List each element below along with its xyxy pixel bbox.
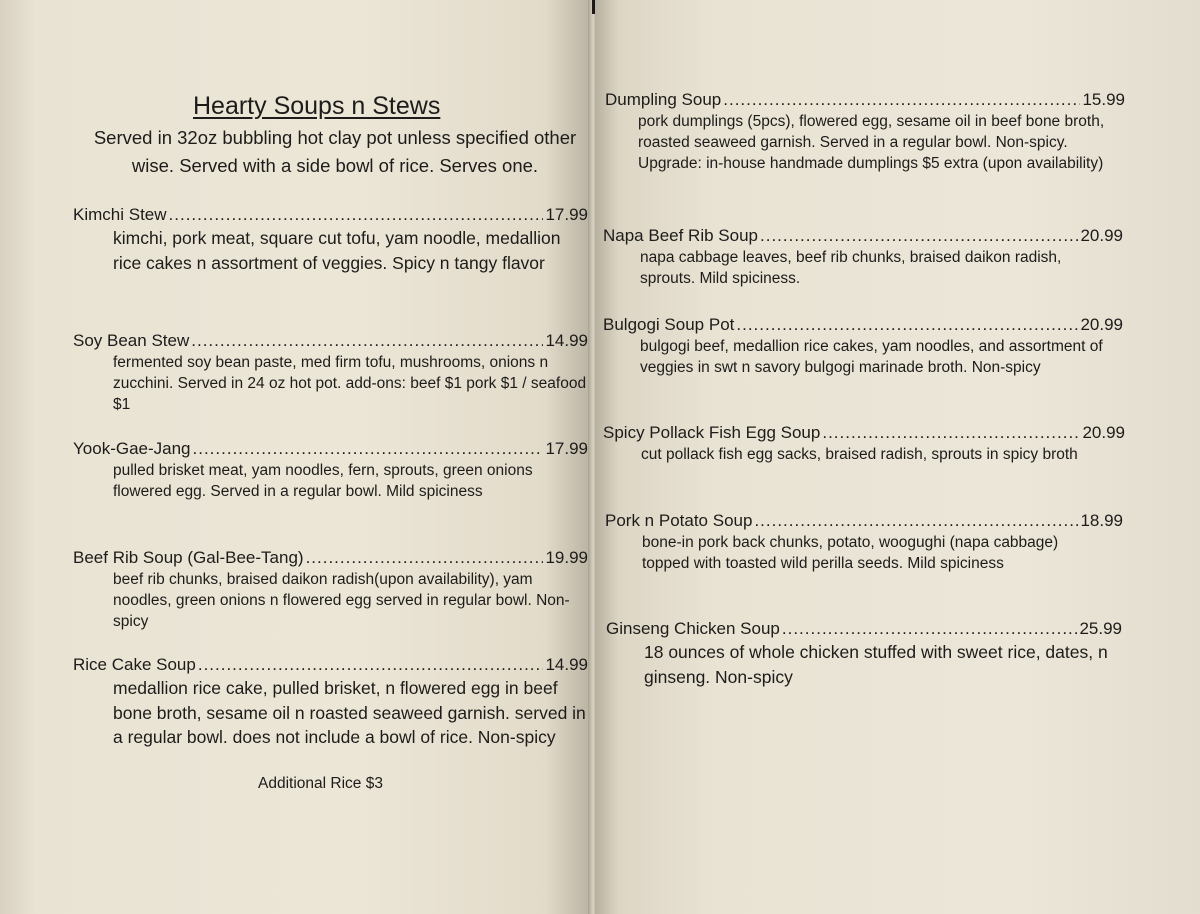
item-price: 14.99 — [545, 655, 588, 674]
right-page — [595, 0, 1200, 914]
menu-item-spicy-pollack-fish-egg-soup — [603, 422, 1125, 465]
item-name: Ginseng Chicken Soup — [606, 619, 780, 638]
item-name: Dumpling Soup — [605, 90, 722, 109]
additional-rice-note: Additional Rice $3 — [258, 775, 383, 792]
menu-item-kimchi-stew — [73, 204, 588, 275]
item-description: bulgogi beef, medallion rice cakes, yam noodles, and assortment of veggies in swt n savory bulgogi marinade broth. Non-spicy — [640, 338, 1103, 376]
menu-item-soy-bean-stew — [73, 330, 588, 415]
item-description: kimchi, pork meat, square cut tofu, yam noodle, medallion rice cakes n assortment of veggies. Spicy n tangy flavor — [113, 228, 561, 273]
item-name: Beef Rib Soup (Gal-Bee-Tang) — [73, 548, 304, 567]
item-name: Kimchi Stew — [73, 205, 167, 224]
dot-leader — [760, 225, 1078, 247]
item-price: 20.99 — [1082, 423, 1125, 442]
item-description: beef rib chunks, braised daikon radish(upon availability), yam noodles, green onions n flowered egg served in regular bowl. Non-spicy — [113, 571, 570, 630]
dot-leader — [191, 330, 543, 352]
item-name: Pork n Potato Soup — [605, 511, 753, 530]
item-price: 20.99 — [1080, 315, 1123, 334]
item-name: Bulgogi Soup Pot — [603, 315, 735, 334]
menu-item-bulgogi-soup-pot — [603, 314, 1123, 378]
item-price: 17.99 — [545, 439, 588, 458]
item-price: 19.99 — [545, 548, 588, 567]
item-description: cut pollack fish egg sacks, braised radish, sprouts in spicy broth — [641, 446, 1078, 463]
item-name: Napa Beef Rib Soup — [603, 226, 758, 245]
dot-leader — [306, 547, 544, 569]
menu-item-ginseng-chicken-soup — [606, 618, 1122, 689]
item-name: Yook-Gae-Jang — [73, 439, 191, 458]
menu-item-beef-rib-soup — [73, 547, 588, 632]
item-price: 15.99 — [1082, 90, 1125, 109]
dot-leader — [754, 510, 1078, 532]
menu-item-napa-beef-rib-soup — [603, 225, 1123, 289]
left-page — [0, 0, 592, 914]
menu-item-yook-gae-jang — [73, 438, 588, 502]
dot-leader — [193, 438, 544, 460]
item-price: 25.99 — [1079, 619, 1122, 638]
section-title: Hearty Soups n Stews — [193, 92, 441, 120]
item-price: 17.99 — [545, 205, 588, 224]
item-description: pork dumplings (5pcs), flowered egg, sesame oil in beef bone broth, roasted seaweed garnish. Served in a regular bowl. Non-spicy. Upgrade: in-house handmade dumplings $5 extra (upon availability) — [638, 113, 1105, 172]
dot-leader — [169, 204, 544, 226]
dot-leader — [198, 654, 544, 676]
section-intro: Served in 32oz bubbling hot clay pot unless specified other wise. Served with a side bowl of rice. Serves one. — [93, 127, 577, 176]
item-description: medallion rice cake, pulled brisket, n flowered egg in beef bone broth, sesame oil n roasted seaweed garnish. served in a regular bowl. does not include a bowl of rice. Non-spicy — [113, 678, 586, 747]
item-description: pulled brisket meat, yam noodles, fern, sprouts, green onions flowered egg. Served in a regular bowl. Mild spiciness — [113, 462, 533, 500]
menu-item-rice-cake-soup — [73, 654, 588, 750]
menu-item-dumpling-soup — [605, 89, 1125, 174]
item-name: Soy Bean Stew — [73, 331, 190, 350]
dot-leader — [736, 314, 1078, 336]
item-name: Spicy Pollack Fish Egg Soup — [603, 423, 821, 442]
menu-item-pork-n-potato-soup — [605, 510, 1123, 574]
dot-leader — [782, 618, 1078, 640]
item-description: 18 ounces of whole chicken stuffed with sweet rice, dates, n ginseng. Non-spicy — [644, 642, 1108, 687]
item-description: bone-in pork back chunks, potato, woogughi (napa cabbage) topped with toasted wild perilla seeds. Mild spiciness — [642, 534, 1059, 572]
item-description: napa cabbage leaves, beef rib chunks, braised daikon radish, sprouts. Mild spiciness. — [640, 249, 1062, 287]
item-name: Rice Cake Soup — [73, 655, 196, 674]
item-price: 20.99 — [1080, 226, 1123, 245]
item-price: 18.99 — [1080, 511, 1123, 530]
dot-leader — [723, 89, 1080, 111]
item-description: fermented soy bean paste, med firm tofu, mushrooms, onions n zucchini. Served in 24 oz hot pot. add-ons: beef $1 pork $1 / seafood $1 — [113, 354, 587, 413]
dot-leader — [822, 422, 1080, 444]
item-price: 14.99 — [545, 331, 588, 350]
